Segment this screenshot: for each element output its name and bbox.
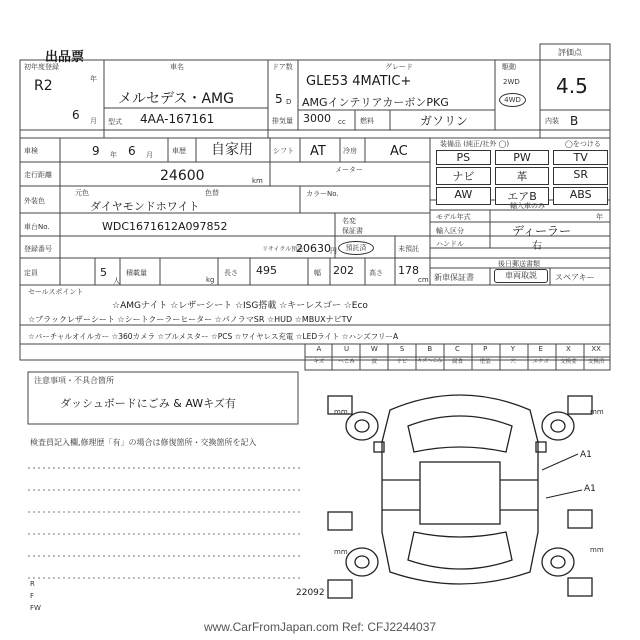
- bottom-label-f: F: [30, 592, 35, 600]
- equip-item: AW: [436, 187, 491, 205]
- equip-item: ナビ: [436, 167, 491, 185]
- legend-key: Y: [510, 345, 516, 353]
- model-label: 型式: [108, 118, 122, 126]
- legend-value: 穴: [510, 359, 516, 365]
- shift-label: シフト: [273, 147, 294, 155]
- shift-value: AT: [310, 144, 326, 159]
- meter-label: メーター: [335, 166, 363, 174]
- grade-line2: AMGインテリアカーボンPKG: [302, 96, 449, 109]
- first-reg-month: 6: [72, 108, 80, 122]
- dims-unit: cm: [418, 276, 429, 284]
- drive-4wd-circled: 4WD: [499, 93, 526, 107]
- interior-grade: B: [570, 114, 579, 128]
- recycle-status-circled: 預託済: [338, 241, 374, 255]
- damage-mark-2: A1: [584, 484, 596, 494]
- capacity-value: 5: [100, 266, 107, 279]
- usage-label: 車歴: [172, 147, 186, 155]
- weight-label: 積載量: [126, 269, 147, 277]
- recycle-unit: 円: [330, 247, 337, 255]
- inspection-label: 車検: [24, 147, 38, 155]
- legend-value: 交換要: [560, 359, 577, 365]
- wheel-rl: [346, 548, 378, 576]
- legend-value: 交換済: [587, 359, 605, 365]
- car-body: [382, 395, 538, 584]
- notes-header: 注意事項・不具合箇所: [34, 376, 114, 385]
- legend-key: U: [344, 345, 350, 353]
- sales-line2: ☆ブラックレザーシート ☆シートクーラーヒーター ☆パノラマSR ☆HUD ☆MBUXナビTV: [28, 315, 352, 324]
- legend-value: 腐食: [451, 359, 463, 365]
- model-year-unit: 年: [596, 213, 603, 221]
- equip-item: PW: [495, 150, 550, 165]
- sales-line1: ☆AMGナイト ☆レザーシート ☆ISG搭載 ☆キーレスゴー ☆Eco: [112, 301, 368, 311]
- first-reg-label: 初年度登録: [24, 63, 59, 71]
- wheel-fl: [346, 412, 378, 440]
- capacity-label: 定員: [24, 269, 38, 277]
- sheet-title: 出品票: [45, 50, 85, 65]
- corner-box-br: [568, 510, 592, 528]
- mm-label-br: mm: [590, 546, 604, 554]
- windshield: [408, 416, 512, 452]
- legend-value: サビ: [396, 359, 408, 365]
- equip-item: PS: [436, 150, 491, 165]
- steering-label: ハンドル: [436, 240, 464, 248]
- grade-label: グレード: [385, 63, 413, 71]
- legend-key: A: [316, 345, 322, 353]
- recycle-label: リサイクル預託: [262, 246, 304, 253]
- legend-value: 塗装: [479, 359, 491, 365]
- drive-label: 駆動: [502, 63, 516, 71]
- import-label: 輸入区分: [436, 227, 464, 235]
- legend-key: C: [455, 345, 460, 353]
- mileage-value: 24600: [160, 168, 205, 184]
- steering-value: 右: [532, 241, 542, 252]
- car-name: メルセデス・AMG: [118, 91, 234, 107]
- equip-item: ABS: [553, 187, 608, 205]
- mm-label-tl: mm: [334, 408, 348, 416]
- inspection-month: 6: [128, 144, 136, 158]
- model-year-label: モデル年式: [436, 213, 471, 221]
- bottom-code: 22092: [296, 588, 325, 598]
- mm-label-bl: mm: [334, 548, 348, 556]
- note-label: 名変: [342, 217, 356, 225]
- ac-value: AC: [390, 144, 408, 159]
- height-value: 178: [398, 264, 419, 277]
- color-change-label: 色替: [205, 189, 219, 197]
- legend-key: E: [538, 345, 543, 353]
- mileage-unit: km: [252, 177, 263, 185]
- ac-label: 冷房: [343, 147, 357, 155]
- bottom-label-fw: FW: [30, 604, 41, 612]
- fuel-label: 燃料: [360, 117, 374, 125]
- length-value: 495: [256, 264, 277, 277]
- wheel-fr: [542, 412, 574, 440]
- doors-value: 5: [275, 92, 283, 106]
- inspector-header: 検査員記入欄,修理歴「有」の場合は修復箇所・交換箇所を記入: [30, 438, 257, 447]
- inspection-month-unit: 月: [146, 151, 153, 159]
- inspection-year-unit: 年: [110, 151, 117, 159]
- wheel-rr: [542, 548, 574, 576]
- bottom-label-r: R: [30, 580, 35, 588]
- score-label: 評価点: [558, 48, 582, 57]
- length-label: 長さ: [224, 269, 238, 277]
- car-name-label: 車名: [170, 63, 184, 71]
- extra-doc: 新車保証書: [434, 273, 474, 282]
- weight-unit: kg: [206, 276, 215, 284]
- roof: [420, 462, 500, 524]
- displacement-label: 排気量: [272, 117, 293, 125]
- month-unit: 月: [90, 117, 97, 125]
- legend-key: W: [370, 345, 378, 353]
- equip-item: TV: [553, 150, 608, 165]
- legend-key: B: [427, 345, 433, 353]
- orig-color-label: 元色: [75, 189, 89, 197]
- usage-value: 自家用: [198, 141, 266, 159]
- fuel-value: ガソリン: [420, 114, 469, 128]
- legend-key: X: [566, 345, 571, 353]
- equip-item: 革: [495, 167, 550, 185]
- extras-header: 後日郵送書類: [498, 260, 540, 268]
- displacement-value: 3000: [303, 112, 331, 125]
- first-reg-era: R2: [34, 78, 53, 94]
- year-unit: 年: [90, 75, 97, 83]
- color-value: ダイヤモンドホワイト: [90, 200, 200, 213]
- inspection-year: 9: [92, 144, 100, 158]
- mileage-label: 走行距離: [24, 171, 52, 179]
- equipment-grid: [436, 150, 608, 205]
- extra-doc-circled: 車両取説: [494, 269, 548, 283]
- warranty-label: 保証書: [342, 227, 363, 235]
- corner-box-tr: [568, 396, 592, 414]
- import-value: ディーラー: [512, 224, 572, 238]
- equip-note: ◯をつける: [565, 140, 601, 148]
- rear-window: [408, 532, 512, 569]
- legend-value: エクボ: [532, 359, 549, 365]
- doors-label: ドア数: [272, 63, 293, 71]
- legend-value: キズへこみ: [417, 358, 443, 364]
- doors-unit: D: [286, 98, 292, 106]
- legend-value: キズ: [313, 359, 325, 365]
- equip-item: エアB: [495, 187, 550, 205]
- chassis-label: 車台No.: [24, 223, 50, 231]
- legend-value: へこみ: [338, 359, 355, 365]
- sales-label: セールスポイント: [28, 288, 84, 296]
- score-value: 4.5: [556, 74, 588, 98]
- seal-label: 登録番号: [24, 245, 52, 253]
- damage-legend: [305, 345, 610, 365]
- width-label: 幅: [314, 269, 321, 277]
- legend-key: P: [483, 345, 488, 353]
- legend-key: XX: [591, 345, 601, 353]
- watermark: www.CarFromJapan.com Ref: CFJ2244037: [203, 620, 437, 634]
- notes-text: ダッシュボードにごみ & AWキズ有: [60, 397, 236, 410]
- legend-key: S: [399, 345, 405, 353]
- height-label: 高さ: [369, 269, 383, 277]
- recycle-fee: 20630: [296, 242, 331, 255]
- capacity-unit: 人: [113, 277, 120, 285]
- equip-label: 装備品 (純正/社外 ◯): [440, 140, 510, 148]
- corner-box-bl: [328, 512, 352, 530]
- import-header: 輸入車のみ: [510, 202, 545, 210]
- drive-2wd: 2WD: [503, 78, 520, 86]
- grade-line1: GLE53 4MATIC+: [306, 74, 412, 89]
- extra-doc: スペアキー: [555, 273, 595, 282]
- damage-mark-1: A1: [580, 450, 592, 460]
- car-diagram: [320, 382, 610, 614]
- width-value: 202: [333, 264, 354, 277]
- mm-label-tr: mm: [590, 408, 604, 416]
- model-code: 4AA-167161: [140, 112, 215, 126]
- legend-value: 波: [371, 359, 378, 365]
- recycle-status-unpaid: 未預託: [398, 245, 419, 253]
- color-label: 外装色: [24, 197, 45, 205]
- chassis-value: WDC1671612A097852: [102, 220, 228, 233]
- sales-line3: ☆バーチャルオイルカー ☆360カメラ ☆ブルメスター ☆PCS ☆ワイヤレス充電 ☆LEDライト ☆ハンズフリーA: [28, 332, 399, 341]
- interior-label: 内装: [545, 117, 559, 125]
- color-code-label: カラーNo.: [306, 190, 339, 198]
- equip-item: SR: [553, 167, 608, 185]
- displacement-unit: cc: [338, 118, 346, 126]
